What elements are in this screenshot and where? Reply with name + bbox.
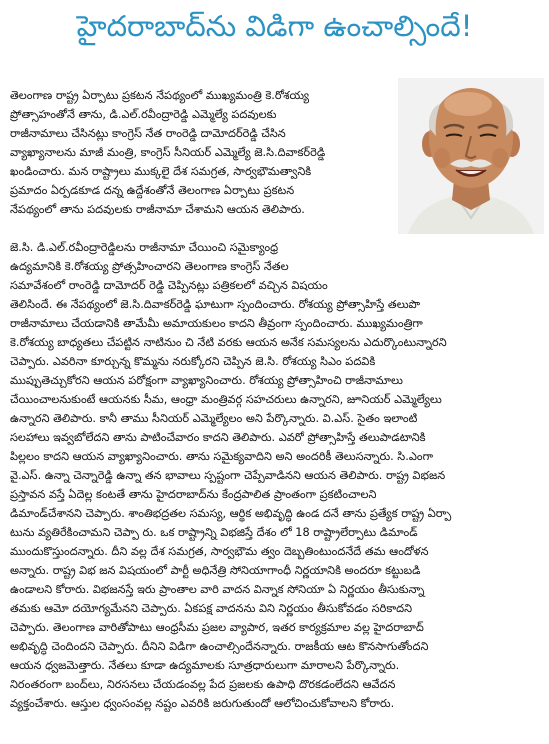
article-line: కె.రోశయ్య బాధ్యతలు చేపట్టిన నాటినుం చి నేటి వరకు ఆయన అనేక సమస్యలను ఎదుర్కొంటున్నారని <box>10 336 447 349</box>
article-line: ఉద్యమానికి కె.రోశయ్య ప్రోత్సహించారని తెలంగాణ కాంగ్రెస్ నేతల <box>10 260 289 273</box>
article-line: వ్యక్తంచేశారు. ఆస్తుల ధ్వంసంవల్ల నష్టం ఎవరికి జరుగుతుందో ఆలోచించుకోవాలని కోరారు. <box>10 697 395 710</box>
article-line: ముందుకొస్తుందన్నారు. దీని వల్ల దేశ సమగ్రత, సార్వభౌమ త్వం దెబ్బతింటుందనేదే తమ ఆందోళన <box>10 545 429 558</box>
article-line: ఉండాలని కోరారు. విభజనస్తే ఇరు ప్రాంతాల వారి వాదన విన్నాక సోనియా ఏ నిర్ణయం తీసుకున్నా <box>10 583 425 596</box>
article-line: ముప్పుతెచ్చుకోరని ఆయన పరోక్షంగా వ్యాఖ్యానించారు. రోశయ్య ప్రోత్సాహించి రాజీనామాలు <box>10 374 403 387</box>
article-line: ప్రోత్సాహంతోనే తాను, డి.ఎల్.రవీంద్రారెడ్డి ఎమ్మెల్యే పదవులకు <box>10 108 277 121</box>
article-line: డిమాండ్‌చేశానని చెప్పారు. శాంతిభద్రతల సమస్య, ఆర్థిక అభివృద్ధి ఉండ దనే తాను ప్రత్యేక రాష్ట్ర ఏర్పా <box>10 507 452 520</box>
article-body-upper <box>10 86 394 219</box>
article-line: తెలిసిందే. ఈ నేపథ్యంలో జె.సి.దివాకర్‌రెడ్డి ఘాటుగా స్పందించారు. రోశయ్య ప్రోత్సాహిస్తే తలుపొ <box>10 298 421 311</box>
article-line: చెప్పారు. తెలంగాణ వారితోపాటు ఆంధ్రసీమ ప్రజల వ్యాపార, ఇతర కార్యక్రమాల వల్ల హైదరాబాద్ <box>10 621 424 634</box>
article-line: సమావేశంలో రాంరెడ్డి దామోదర్ రెడ్డి చెప్పినట్లు పత్రికలలో వచ్చిన విషయం <box>10 279 328 292</box>
article-line: తెలంగాణ రాష్ట్ర ఏర్పాటు ప్రకటన నేపథ్యంలో ముఖ్యమంత్రి కె.రోశయ్య <box>10 89 310 102</box>
portrait-photo <box>398 78 544 234</box>
article-line: ఆయన ధ్వజమెత్తారు. నేతలు కూడా ఉద్యమాలకు సూత్రధారులుగా మారాలని పేర్కొన్నారు. <box>10 659 400 672</box>
article-line: వై.ఎస్. ఉన్నా చెన్నారెడ్డి ఉన్నా తన భావాలు స్పష్టంగా చెప్పేవాడినని ఆయన తెలిపారు. రాష్ట్ర విభజన <box>10 469 446 482</box>
article-line: ప్రమాదం ఏర్పడకూడ దన్న ఉద్దేశంతోనే తెలంగాణ ఏర్పాటు ప్రకటన <box>10 184 295 197</box>
article-line: రాజీనామాలు చేయడానికి తామేమీ అమాయకులం కాదని తీవ్రంగా స్పందించారు. ముఖ్యమంత్రిగా <box>10 317 423 330</box>
article-line: అన్నారు. రాష్ట్ర విభ జన విషయంలో పార్టీ అధినేత్రి సోనియాగాంధీ నిర్ణయానికి అందరూ కట్టుబడి <box>10 564 421 577</box>
article-line: టును వ్యతిరేకించామని చెప్పా రు. ఒక రాష్ట్రాన్ని విభజిస్తే దేశం లో 18 రాష్ట్రాలేర్పాటు డిమాండ్ <box>10 526 418 539</box>
article-line: జె.సి. డి.ఎల్.రవీంద్రారెడ్డిలను రాజీనామా చేయించి సమైక్యాంధ్ర <box>10 241 279 254</box>
article-line: వ్యాఖ్యానాలను మాజీ మంత్రి, కాంగ్రెస్ సీనియర్ ఎమ్మెల్యే జె.సి.దివాకర్‌రెడ్డి <box>10 146 326 159</box>
article-line: తమకు ఆమో దయోగ్యమేనని చెప్పారు. ఏకపక్ష వాదనను విని నిర్ణయం తీసుకోవడం సరికాదని <box>10 602 413 615</box>
article-line: నిరంతరంగా బంద్‌లు, నిరసనలు చేయడంవల్ల పేద ప్రజలకు ఉపాధి దొరకడంలేదని ఆవేదన <box>10 678 396 691</box>
article-line: సలహాలు ఇవ్వబోలేదని తాను పాటించేవారం కాదని తెలిపారు. ఎవరో ప్రోత్సాహిస్తే తలుపాడటానికి <box>10 431 426 444</box>
article-body-lower <box>10 238 542 713</box>
article-line: ఖండించారు. మన రాష్ట్రాలు ముక్కలై దేశ సమగ్రత, సార్వభౌమత్వానికి <box>10 165 312 178</box>
article-line: ప్రస్తావన వస్తే ఏదెల్ల కంటతే తాను హైదరాబాద్‌ను కేంద్రపాలిత ప్రాంతంగా ప్రకటించాలని <box>10 488 377 501</box>
article-line: ఉన్నారని తెలిపారు. కానీ తాము సీనియర్ ఎమ్మెల్యేలం అని పేర్కొన్నారు. వి.ఎస్. సైతం ఇలాంటి <box>10 412 418 425</box>
article-line: చేయించాలనుకుంటే ఆయనకు సీమ, ఆంధ్రా మంత్రివర్గ సహచరులు ఉన్నారని, జూనియర్ ఎమ్మెల్యేలు <box>10 393 442 406</box>
article-line: అభివృద్ధి చెందిందని చెప్పారు. దీనిని విడిగా ఉంచాల్సిందేనన్నారు. రాజకీయ ఆట కొనసాగుతోందని <box>10 640 429 653</box>
article-line: రాజీనామాలు చేసినట్లు కాంగ్రెస్ నేత రాంరెడ్డి దామోదర్‌రెడ్డి చేసిన <box>10 127 286 140</box>
article-line: నేపథ్యంలో తాను పదవులకు రాజీనామా చేశామని ఆయన తెలిపారు. <box>10 203 305 216</box>
headline: హైదరాబాద్‌ను విడిగా ఉంచాల్సిందే! <box>76 9 473 43</box>
article-line: చెప్పారు. ఎవరినా కూర్చున్న కొమ్మను నరుక్కోరని చెప్పిన జె.సి. రోశయ్య సిఎం పదవికి <box>10 355 376 368</box>
article-line: పిల్లలం కాదని ఆయన వ్యాఖ్యానించారు. తాను సమైక్యవాదిని అని అందరికీ తెలుసన్నారు. సి.ఎంగా <box>10 450 433 463</box>
